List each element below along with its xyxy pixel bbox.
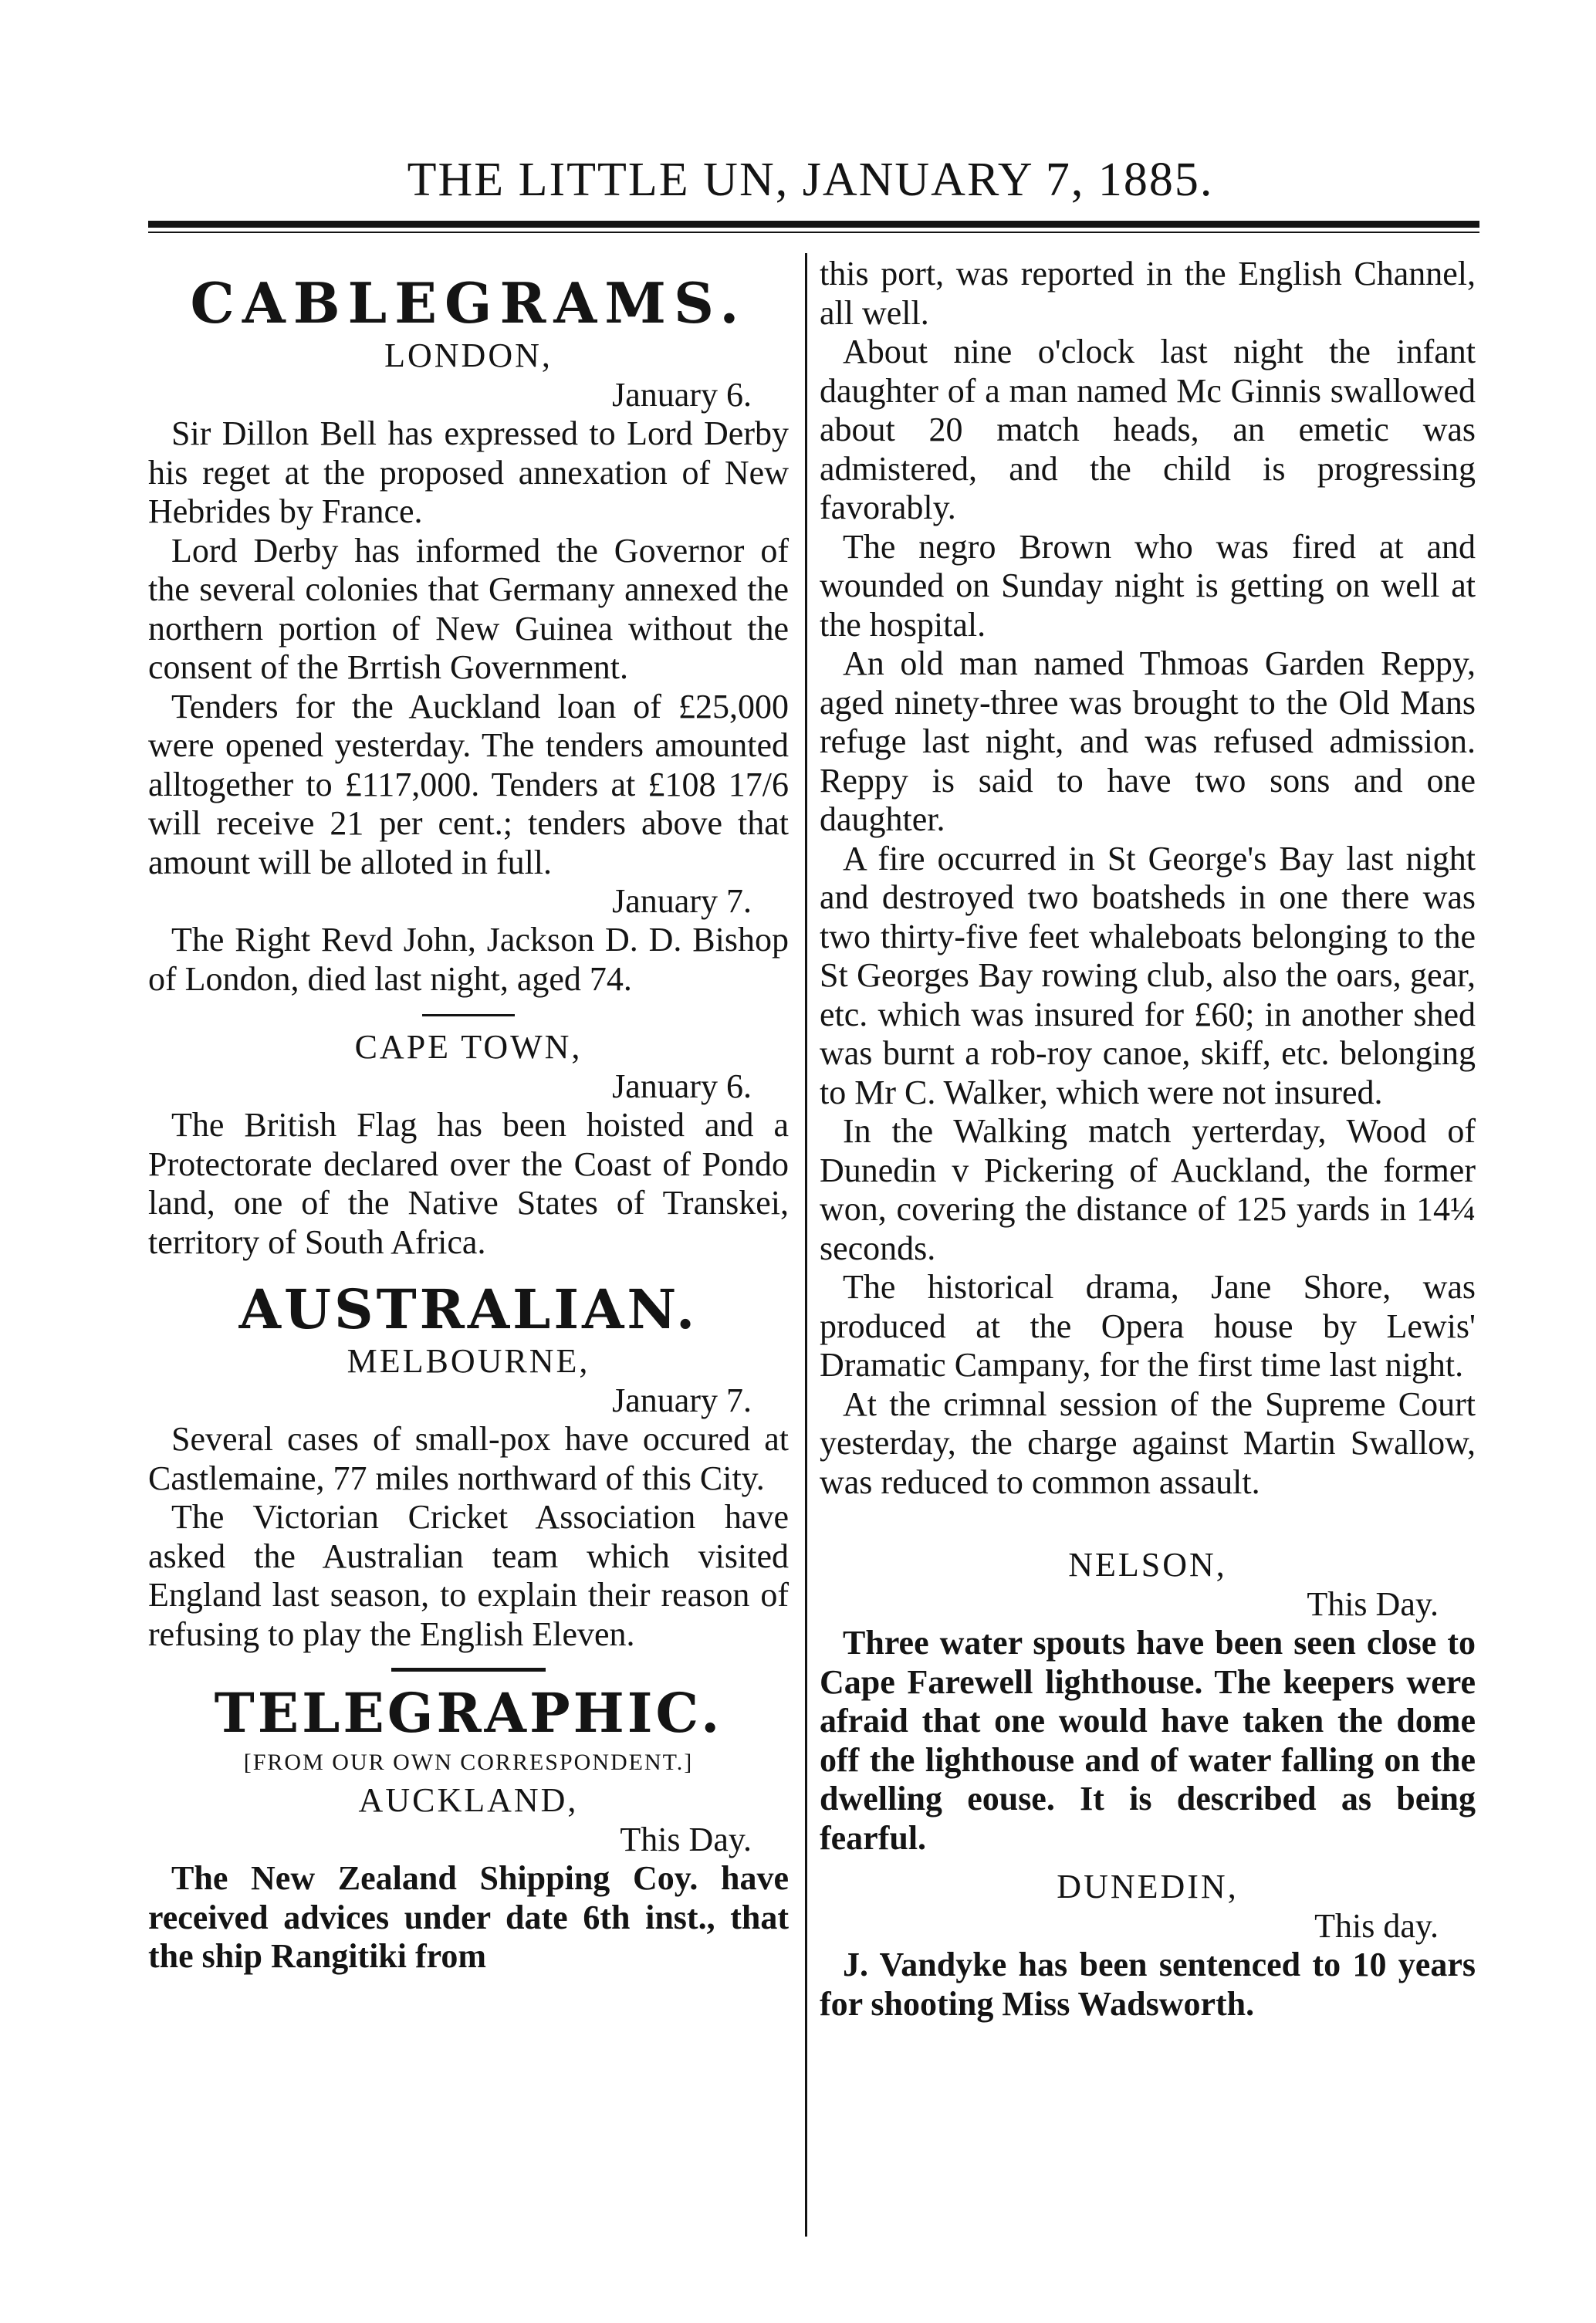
masthead: THE LITTLE UN, JANUARY 7, 1885. — [407, 154, 1214, 206]
section-rule — [422, 1014, 515, 1016]
melbourne-date: January 7. — [612, 1381, 752, 1419]
melbourne-para-2: The Victorian Cricket Association have asked the Australian team which visited England last season, to explain their reason of refusing to play the English Eleven. — [148, 1498, 789, 1653]
nelson-date: This Day. — [1307, 1585, 1439, 1623]
auckland-para-supreme-court: At the crimnal session of the Supreme Court yesterday, the charge against Martin Swallow, was reduced to common assault. — [820, 1385, 1476, 1501]
cape-town-place: CAPE TOWN, — [354, 1028, 583, 1066]
auckland-para-match-heads: About nine o'clock last night the infant daughter of a man named Mc Ginnis swallowed about 20 match heads, an emetic was admistered, and the child is progressing favorably. — [820, 333, 1476, 526]
telegraphic-heading: TELEGRAPHIC. — [214, 1681, 723, 1745]
cablegrams-heading: CABLEGRAMS. — [190, 270, 747, 336]
auckland-para-jane-shore: The historical drama, Jane Shore, was produced at the Opera house by Lewis' Dramatic Campany, for the first time last night. — [820, 1268, 1476, 1384]
masthead-rule — [148, 221, 1479, 228]
auckland-para-walking-match: In the Walking match yerterday, Wood of Dunedin v Pickering of Auckland, the former won, covering the distance of 125 yards in 14¼ seconds. — [820, 1112, 1476, 1267]
melbourne-place: MELBOURNE, — [347, 1342, 590, 1380]
london-para-3: Tenders for the Auckland loan of £25,000 were opened yesterday. The tenders amounted alltogether to £117,000. Tenders at £108 17/6 will receive 21 per cent.; tenders above that amount will be alloted in full. — [148, 687, 789, 881]
dunedin-place: DUNEDIN, — [1057, 1868, 1239, 1905]
cape-town-para: The British Flag has been hoisted and a Protectorate declared over the Coast of Pondo land, one of the Native States of Transkei, territory of South Africa. — [148, 1106, 789, 1261]
right-column — [820, 255, 1476, 2024]
london-date-2: January 7. — [612, 882, 752, 920]
melbourne-para-1: Several cases of small-pox have occured at Castlemaine, 77 miles northward of this City. — [148, 1420, 789, 1497]
auckland-place: AUCKLAND, — [358, 1781, 579, 1819]
auckland-para-negro-brown: The negro Brown who was fired at and wounded on Sunday night is getting on well at the hospital. — [820, 527, 1476, 644]
dunedin-date: This day. — [1314, 1907, 1439, 1945]
correspondent-line: [FROM OUR OWN CORRESPONDENT.] — [243, 1750, 694, 1775]
column-divider — [805, 253, 807, 2237]
australian-heading: AUSTRALIAN. — [238, 1277, 698, 1341]
london-place: LONDON, — [384, 336, 553, 374]
auckland-date: This Day. — [620, 1821, 752, 1858]
auckland-para-1: The New Zealand Shipping Coy. have received advices under date 6th inst., that the ship Rangitiki from — [148, 1859, 789, 1975]
auckland-para-reppy: An old man named Thmoas Garden Reppy, aged ninety-three was brought to the Old Mans refuge last night, and was refused admission. Reppy is said to have two sons and one daughter. — [820, 644, 1476, 838]
london-para-2: Lord Derby has informed the Governor of the several colonies that Germany annexed the northern portion of New Guinea without the consent of the Brrtish Government. — [148, 531, 789, 686]
masthead-rule-thin — [148, 232, 1479, 233]
dunedin-para: J. Vandyke has been sentenced to 10 years for shooting Miss Wadsworth. — [820, 1946, 1476, 2023]
london-para-4: The Right Revd John, Jackson D. D. Bishop of London, died last night, aged 74. — [148, 921, 789, 998]
cape-town-date: January 6. — [612, 1067, 752, 1105]
nelson-para: Three water spouts have been seen close to Cape Farewell lighthouse. The keepers were afraid that one would have taken the dome off the lighthouse and of water falling on the dwelling eouse. It is described as being fearful. — [820, 1624, 1476, 1857]
london-date-1: January 6. — [612, 376, 752, 414]
london-para-1: Sir Dillon Bell has expressed to Lord Derby his reget at the proposed annexation of New Hebrides by France. — [148, 414, 789, 530]
auckland-para-fire: A fire occurred in St George's Bay last night and destroyed two boatsheds in one there was two thirty-five feet whaleboats belonging to the St Georges Bay rowing club, also the oars, gear, etc. which was insured for £60; in another shed was burnt a rob-roy canoe, skiff, etc. belonging to Mr C. Walker, which were not insured. — [820, 839, 1476, 1111]
nelson-place: NELSON, — [1068, 1546, 1227, 1584]
section-rule — [391, 1668, 546, 1672]
left-column — [148, 255, 789, 1976]
auckland-continued-para: this port, was reported in the English Channel, all well. — [820, 255, 1476, 332]
